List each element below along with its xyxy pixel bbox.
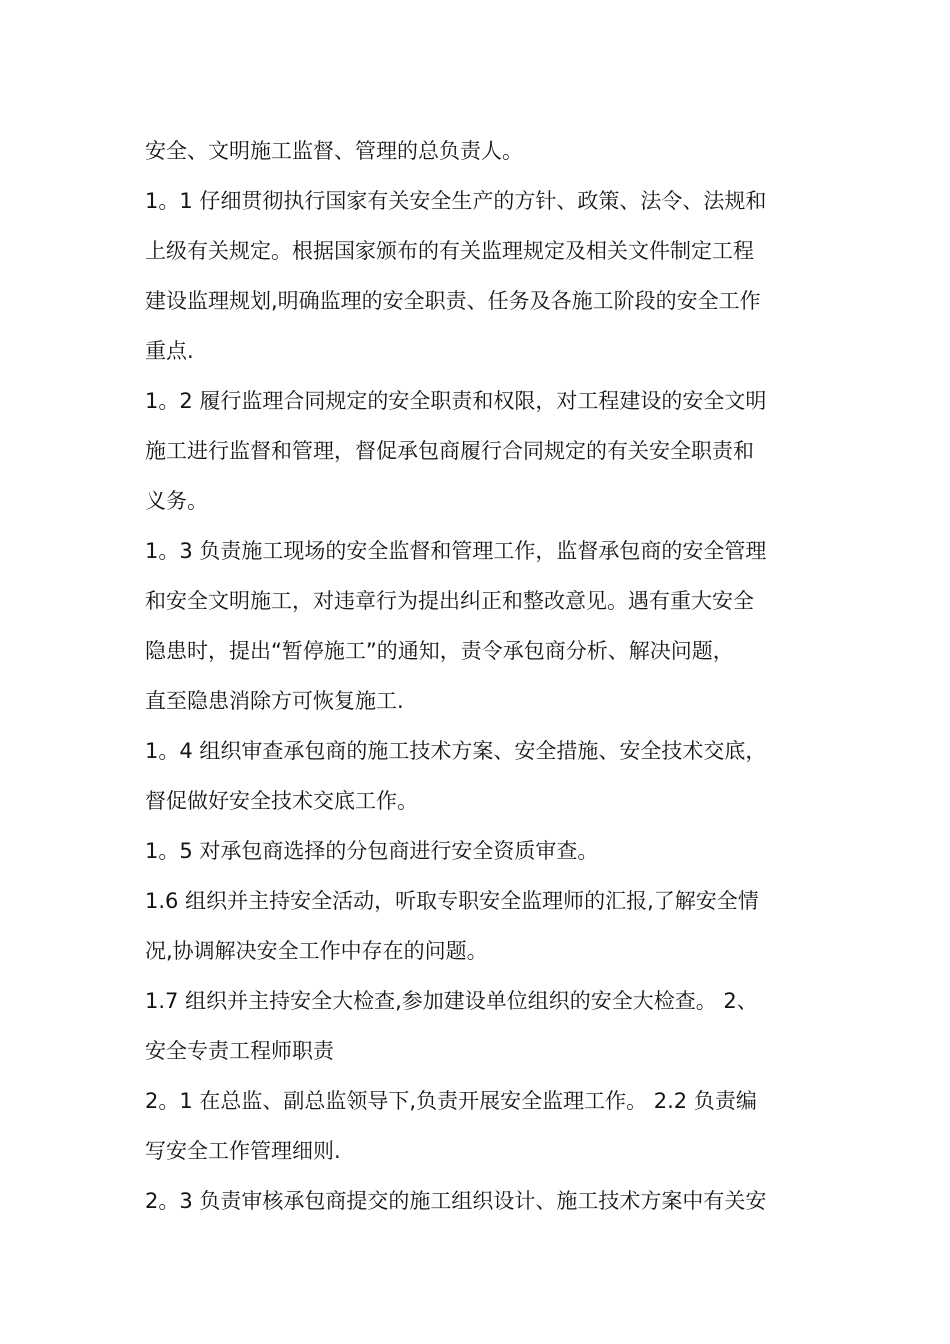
text-line: 1。4 组织审查承包商的施工技术方案、安全措施、安全技术交底，: [145, 739, 767, 763]
text-line: 1.6 组织并主持安全活动，听取专职安全监理师的汇报,了解安全情: [145, 889, 759, 913]
text-line: 写安全工作管理细则.: [145, 1139, 341, 1163]
text-line: 施工进行监督和管理，督促承包商履行合同规定的有关安全职责和: [145, 439, 754, 463]
text-line: 1。5 对承包商选择的分包商进行安全资质审查。: [145, 839, 599, 863]
text-line: 2。3 负责审核承包商提交的施工组织设计、施工技术方案中有关安: [145, 1189, 767, 1213]
text-line: 1。2 履行监理合同规定的安全职责和权限，对工程建设的安全文明: [145, 389, 767, 413]
text-line: 况,协调解决安全工作中存在的问题。: [145, 939, 488, 963]
document-body: [145, 126, 813, 1226]
text-line: 督促做好安全技术交底工作。: [145, 789, 418, 813]
text-line: 直至隐患消除方可恢复施工.: [145, 689, 404, 713]
text-line: 1.7 组织并主持安全大检查,参加建设单位组织的安全大检查。 2、: [145, 989, 758, 1013]
text-line: 上级有关规定。根据国家颁布的有关监理规定及相关文件制定工程: [145, 239, 754, 263]
text-line: 隐患时，提出“暂停施工”的通知，责令承包商分析、解决问题，: [145, 639, 734, 663]
text-line: 和安全文明施工，对违章行为提出纠正和整改意见。遇有重大安全: [145, 589, 754, 613]
text-line: 2。1 在总监、副总监领导下,负责开展安全监理工作。 2.2 负责编: [145, 1089, 757, 1113]
text-line: 重点.: [145, 339, 194, 363]
text-line: 1。3 负责施工现场的安全监督和管理工作，监督承包商的安全管理: [145, 539, 767, 563]
text-line: 安全、文明施工监督、管理的总负责人。: [145, 139, 523, 163]
text-line: 义务。: [145, 489, 208, 513]
text-line: 安全专责工程师职责: [145, 1039, 334, 1063]
text-line: 1。1 仔细贯彻执行国家有关安全生产的方针、政策、法令、法规和: [145, 189, 767, 213]
text-line: 建设监理规划,明确监理的安全职责、任务及各施工阶段的安全工作: [145, 289, 761, 313]
